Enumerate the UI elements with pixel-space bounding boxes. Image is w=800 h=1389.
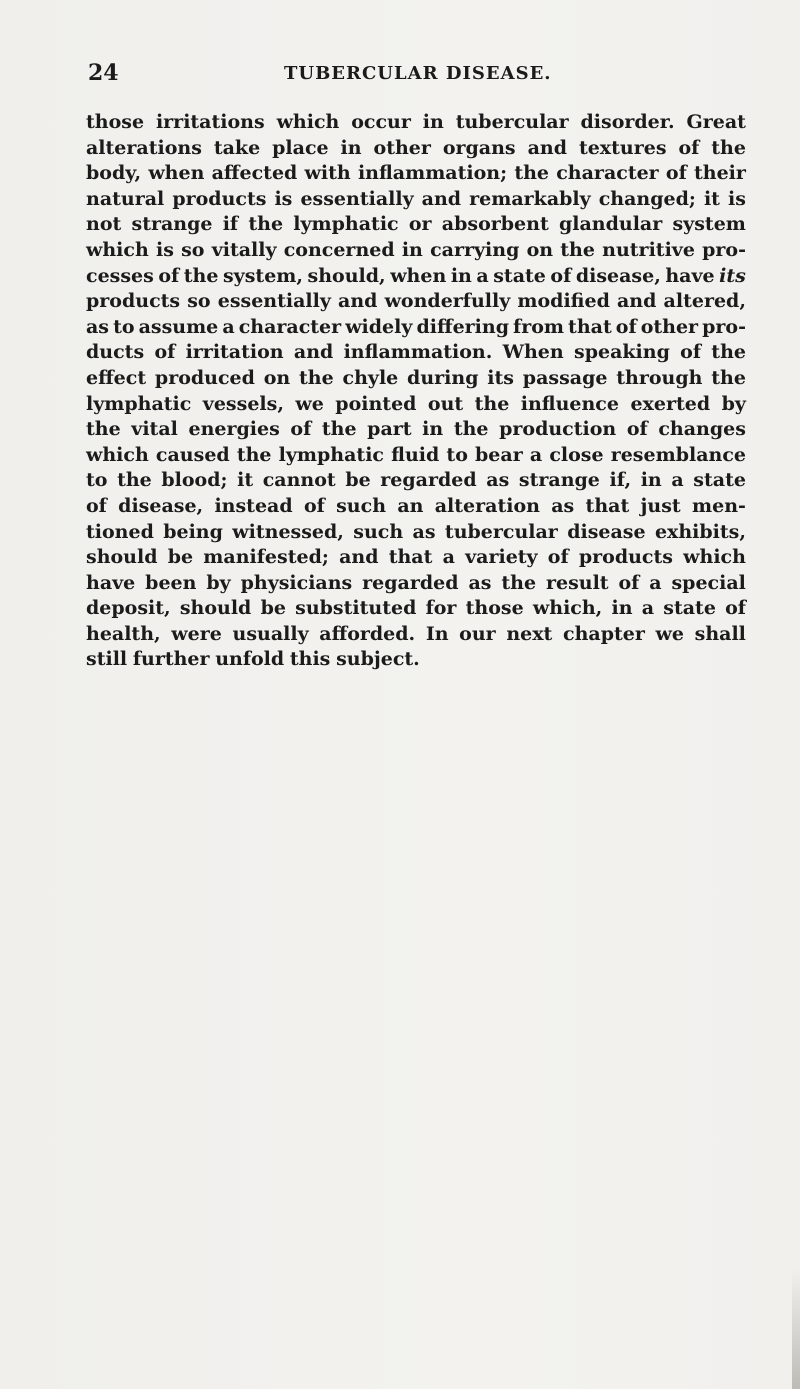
text-line: lymphatic vessels, we pointed out the influence exerted by (86, 392, 746, 415)
text-line: products so essentially and wonderfully modified and altered, (86, 290, 746, 313)
text-line: those irritations which occur in tubercular disorder. Great (86, 111, 746, 133)
page-number: 24 (88, 60, 119, 86)
text-line: which caused the lymphatic fluid to bear a close resemblance (86, 443, 746, 466)
text-line: should be manifested; and that a variety of products which (86, 546, 746, 569)
text-line: natural products is essentially and remarkably changed; it is (86, 187, 746, 210)
running-head: TUBERCULAR DISEASE. (284, 63, 552, 84)
text-line: have been by physicians regarded as the result of a special (86, 571, 746, 594)
text-line: of disease, instead of such an alteration as that just men- (86, 494, 746, 517)
text-line: effect produced on the chyle during its passage through the (86, 366, 746, 389)
text-line: as to assume a character widely differing from that of other pro- (86, 315, 746, 338)
text-line: which is so vitally concerned in carrying on the nutritive pro- (86, 238, 746, 261)
text-line: body, when affected with inflammation; the character of their (86, 162, 746, 185)
text-line: the vital energies of the part in the production of changes (86, 418, 746, 441)
page-edge-shadow (792, 1269, 800, 1389)
text-line: tioned being witnessed, such as tubercular disease exhibits, (86, 520, 746, 543)
text-line: still further unfold this subject. (86, 648, 420, 671)
text-line: cesses of the system, should, when in a state of disease, have its (86, 264, 746, 287)
body-paragraph (86, 110, 746, 673)
text-line: ducts of irritation and inflammation. When speaking of the (86, 341, 746, 364)
page-header (88, 58, 738, 88)
text-line: alterations take place in other organs and textures of the (86, 136, 746, 159)
text-line: health, were usually afforded. In our next chapter we shall (86, 622, 746, 645)
text-line: deposit, should be substituted for those which, in a state of (86, 597, 746, 620)
text-line: to the blood; it cannot be regarded as strange if, in a state (86, 469, 746, 492)
text-line: not strange if the lymphatic or absorbent glandular system (86, 213, 746, 236)
